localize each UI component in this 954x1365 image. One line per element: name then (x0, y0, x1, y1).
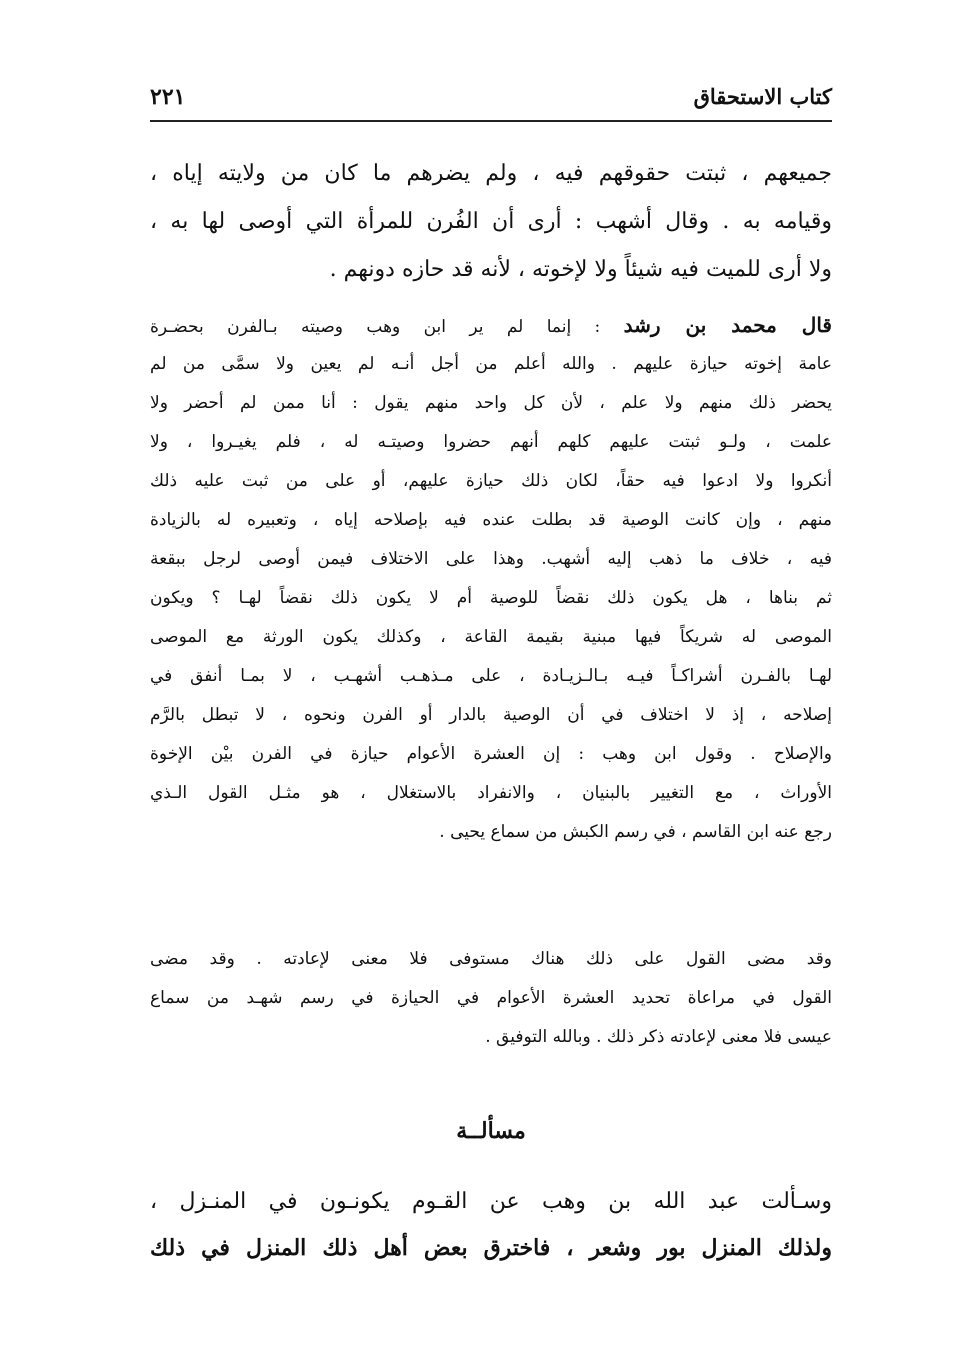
text-line: لهـا بالفـرن أشراكـاً فيـه بـالـزيـادة ، على مـذهـب أشهـب ، لا بمـا أنفق في (150, 666, 832, 686)
header-rule (150, 120, 832, 122)
text-line: ولا أرى للميت فيه شيئاً ولا لإخوته ، لأنه قد حازه دونهم . (329, 257, 832, 282)
text-line: فيه ، خلاف ما ذهب إليه أشهب. وهذا على الاختلاف فيمن أوصى لرجل ببقعة (150, 549, 832, 569)
paragraph-4 (150, 1178, 832, 1272)
text-line: عامة إخوته حيازة عليهم . والله أعلم من أجل أنـه لم يعين ولا سمَّى من لم (150, 354, 832, 374)
text-line: ثم بناها ، هل يكون ذلك نقضاً للوصية أم لا يكون ذلك نقضاً لهـا ؟ ويكون (150, 588, 832, 608)
text-line: وقد مضى القول على ذلك هناك مستوفى فلا معنى لإعادته . وقد مضى (150, 949, 832, 969)
text-segment: : إنما لم ير ابن وهب وصيته بـالفرن بحضـرة (150, 317, 624, 337)
page-header (150, 84, 832, 118)
paragraph-2 (150, 306, 832, 852)
text-line: وسـألت عبد الله بن وهب عن القـوم يكونـون في المنـزل ، (150, 1189, 832, 1214)
text-line: إصلاحه ، إذ لا اختلاف في أن الوصية بالدار أو الفرن ونحوه ، لا تبطل بالرَّم (150, 705, 832, 725)
paragraph-1 (150, 150, 832, 294)
text-line: جميعهم ، ثبتت حقوقهم فيه ، ولم يضرهم ما كان من ولايته إياه ، (150, 161, 832, 186)
text-line: عيسى فلا معنى لإعادته ذكر ذلك . وبالله التوفيق . (485, 1027, 832, 1047)
text-line: والإصلاح . وقول ابن وهب : إن العشرة الأعوام حيازة في الفرن بيْن الإخوة (150, 744, 832, 764)
text-line: الموصى له شريكاً فيها مبنية بقيمة القاعة ، وكذلك يكون الورثة مع الموصى (150, 627, 832, 647)
paragraph-3 (150, 940, 832, 1057)
text-line: أنكروا ولا ادعوا فيه حقاً، لكان ذلك حيازة عليهم، أو على من ثبت عليه ذلك (150, 471, 832, 491)
text-line: القول في مراعاة تحديد العشرة الأعوام في الحيازة في رسم شهـد من سماع (150, 988, 832, 1008)
speaker-name: قال محمد بن رشد (623, 313, 832, 337)
text-line: وقيامه به . وقال أشهب : أرى أن الفُرن للمرأة التي أوصى لها به ، (150, 209, 832, 234)
text-line: يحضر ذلك منهم ولا علم ، لأن كل واحد منهم يقول : أنا ممن لم أحضر ولا (150, 393, 832, 413)
text-line: رجع عنه ابن القاسم ، في رسم الكبش من سماع يحيى . (439, 822, 832, 842)
page-number: ٢٢١ (150, 84, 186, 110)
section-title: مسألــة (456, 1118, 526, 1144)
running-title: كتاب الاستحقاق (693, 84, 832, 109)
text-line: علمت ، ولـو ثبتت عليهم كلهم أنهم حضروا وصيتـه له ، فلم يغيـروا ، ولا (150, 432, 832, 452)
text-line: منهم ، وإن كانت الوصية قد بطلت عنده فيه بإصلاحه إياه ، وتعبيره له بالزيادة (150, 510, 832, 530)
text-line: ولذلك المنزل بور وشعر ، فاخترق بعض أهل ذلك المنزل في ذلك (150, 1235, 832, 1261)
text-line (150, 306, 832, 345)
text-line: الأوراث ، مع التغيير بالبنيان ، والانفراد بالاستغلال ، هو مثـل القول الـذي (150, 783, 832, 803)
